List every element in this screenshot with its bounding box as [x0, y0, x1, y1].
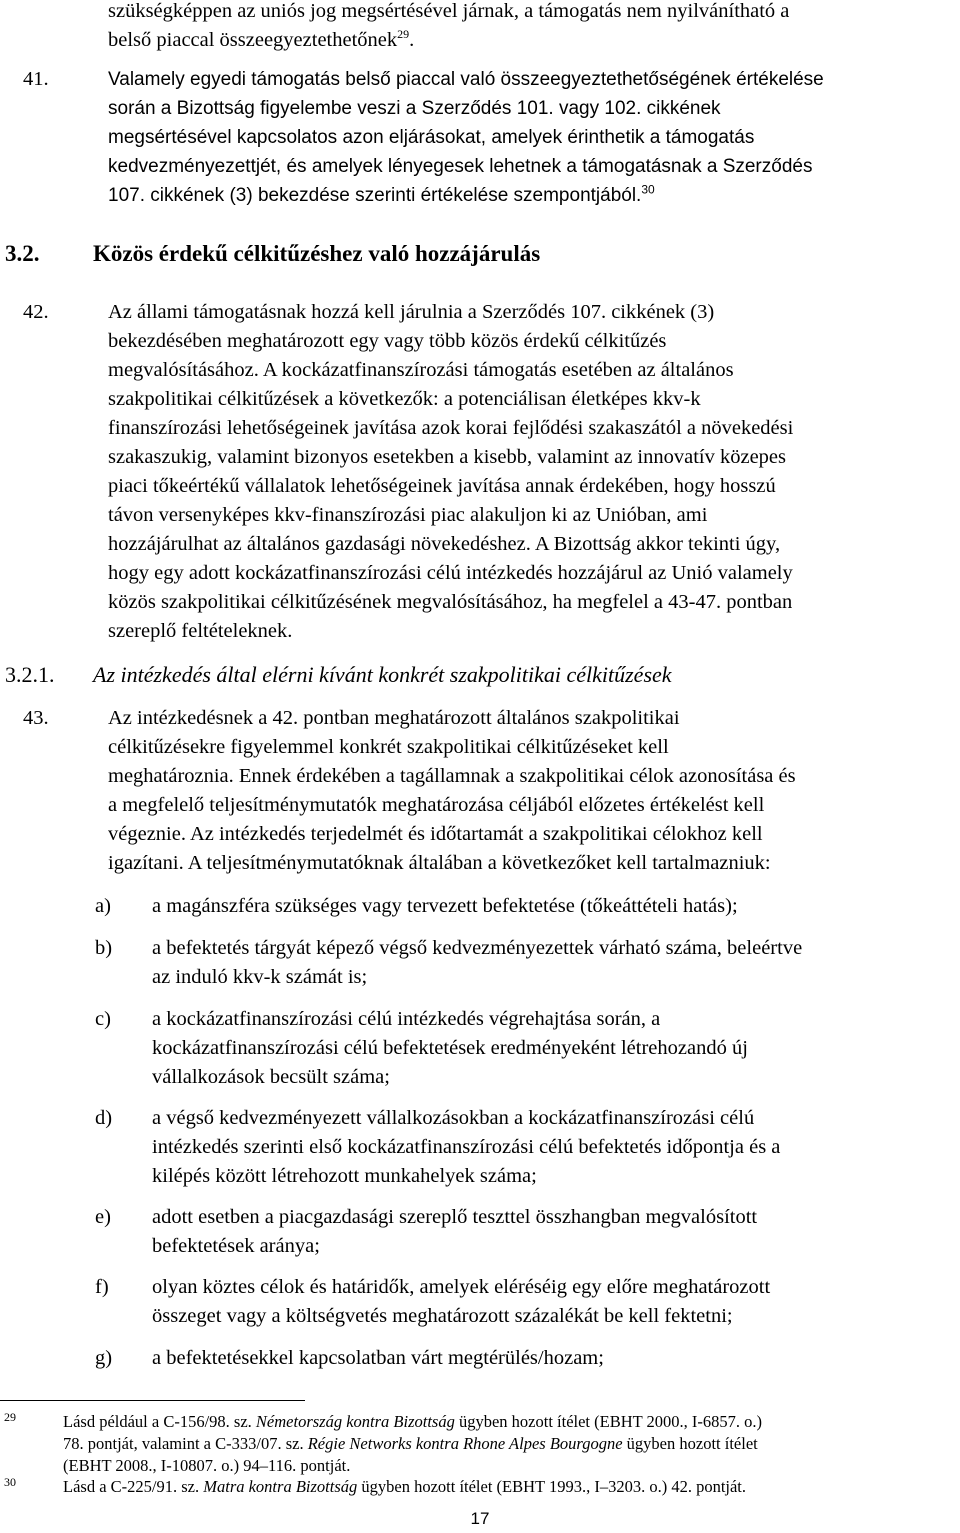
- text-line: szereplő feltételeknek.: [108, 620, 293, 642]
- text-line: Az állami támogatásnak hozzá kell járulnia a Szerződés 107. cikkének (3): [108, 301, 715, 323]
- text-line: finanszírozási lehetőségeinek javítása azok korai fejlődési szakaszától a növekedési: [108, 417, 794, 439]
- text-line: kedvezményezettjét, és amelyek lényegesek lehetnek a támogatásnak a Szerződés: [108, 156, 813, 177]
- list-item: olyan köztes célok és határidők, amelyek eléréséig egy előre meghatározott összeget vagy a költségvetés meghatározott százalékát be kell fektetni;: [152, 1276, 771, 1327]
- list-item: a befektetés tárgyát képező végső kedvezményezettek várható száma, beleértve az induló kkv-k számát is;: [152, 937, 803, 988]
- paragraph-number: 41.: [23, 68, 49, 90]
- section-title: Közös érdekű célkitűzéshez való hozzájárulás: [93, 241, 541, 266]
- text-line: a megfelelő teljesítménymutatók meghatározása céljából előzetes értékelést kell: [108, 794, 765, 816]
- text-line: piaci tőkeértékű vállalatok lehetőségeinek javítása annak érdekében, hogy hosszú: [108, 475, 776, 497]
- list-item: a magánszféra szükséges vagy tervezett befektetése (tőkeáttételi hatás);: [152, 895, 738, 917]
- text-line: távon versenyképes kkv-finanszírozási piac alakuljon ki az Unióban, ami: [108, 504, 708, 526]
- text-line: közös szakpolitikai célkitűzésének megvalósításához, ha megfelel a 43-47. pontban: [108, 591, 793, 613]
- text-line: végeznie. Az intézkedés terjedelmét és időtartamát a szakpolitikai célokhoz kell: [108, 823, 763, 845]
- paragraph-number: 43.: [23, 707, 49, 729]
- list-item: a kockázatfinanszírozási célú intézkedés végrehajtása során, a kockázatfinanszírozási célú befektetések eredményeként létrehozandó új vállalkozások becsült száma;: [152, 1008, 748, 1088]
- footnote-ref: 29: [397, 27, 410, 42]
- text-line: szükségképpen az uniós jog megsértésével járnak, a támogatás nem nyilvánítható a: [108, 0, 790, 22]
- text-line: bekezdésében meghatározott egy vagy több közös érdekű célkitűzés: [108, 330, 667, 352]
- text-line: megvalósításához. A kockázatfinanszírozási támogatás esetében az általános: [108, 359, 734, 381]
- text-line: során a Bizottság figyelembe veszi a Szerződés 101. vagy 102. cikkének: [108, 98, 721, 119]
- text-line: hogy egy adott kockázatfinanszírozási célú intézkedés hozzájárul az Unió valamely: [108, 562, 793, 584]
- footnote-29: Lásd például a C-156/98. sz. Németország kontra Bizottság ügyben hozott ítélet (EBHT 2000., I-6857. o.) 78. pontját, valamint a C-333/07. sz. Régie Networks kontra Rhone Alpes Bourgogne ügyben hozott ítélet (EBHT 2008., I-10807. o.) 94–116. pontját.: [63, 1412, 763, 1475]
- subsection-title: Az intézkedés által elérni kívánt konkrét szakpolitikai célkitűzések: [93, 662, 672, 687]
- list-item-letter: g): [95, 1347, 113, 1369]
- footnote-ref: 30: [641, 182, 655, 197]
- list-item-letter: a): [95, 895, 111, 917]
- text-line: megsértésével kapcsolatos azon eljárásokat, amelyek érinthetik a támogatás: [108, 127, 755, 148]
- list-item: a befektetésekkel kapcsolatban várt megtérülés/hozam;: [152, 1347, 604, 1369]
- list-item: a végső kedvezményezett vállalkozásokban a kockázatfinanszírozási célú intézkedés szerinti első kockázatfinanszírozási célú befektetés időpontja és a kilépés között létrehozott munkahelyek száma;: [152, 1107, 781, 1187]
- text-line: szakaszukig, valamint bizonyos esetekben a kisebb, valamint az innovatív közepes: [108, 446, 787, 468]
- text-line: igazítani. A teljesítménymutatóknak általában a következőket kell tartalmazniuk:: [108, 852, 771, 874]
- text-line: szakpolitikai célkitűzések a következők: a potenciálisan életképes kkv-k: [108, 388, 701, 410]
- list-item-letter: b): [95, 937, 113, 959]
- list-item-letter: c): [95, 1008, 111, 1030]
- text-line: meghatároznia. Ennek érdekében a tagállamnak a szakpolitikai célok azonosítása és: [108, 765, 796, 787]
- footnote-number: 30: [4, 1475, 16, 1489]
- subsection-number: 3.2.1.: [5, 662, 55, 687]
- text-line: Az intézkedésnek a 42. pontban meghatározott általános szakpolitikai: [108, 707, 680, 729]
- footnote-separator: [0, 1400, 305, 1401]
- page-number: 17: [470, 1509, 490, 1528]
- text-line: 107. cikkének (3) bekezdése szerinti értékelése szempontjából.: [108, 185, 642, 206]
- text-line: hozzájárulhat az általános gazdasági növekedéshez. A Bizottság akkor tekinti úgy,: [108, 533, 781, 555]
- list-item-letter: e): [95, 1206, 111, 1228]
- text-line: Valamely egyedi támogatás belső piaccal való összeegyeztethetőségének értékelése: [108, 69, 824, 90]
- text-line: belső piaccal összeegyeztethetőnek: [108, 29, 398, 51]
- footnote-number: 29: [4, 1410, 16, 1424]
- list-item-letter: d): [95, 1107, 113, 1129]
- footnote-30: Lásd a C-225/91. sz. Matra kontra Bizottság ügyben hozott ítélet (EBHT 1993., I–3203. o.) 42. pontját.: [63, 1477, 747, 1496]
- section-number: 3.2.: [5, 241, 40, 266]
- list-item: adott esetben a piacgazdasági szereplő teszttel összhangban megvalósított befektetések aránya;: [152, 1206, 758, 1257]
- list-item-letter: f): [95, 1276, 109, 1298]
- paragraph-number: 42.: [23, 301, 49, 323]
- text-line: célkitűzésekre figyelemmel konkrét szakpolitikai célkitűzéseket kell: [108, 736, 669, 758]
